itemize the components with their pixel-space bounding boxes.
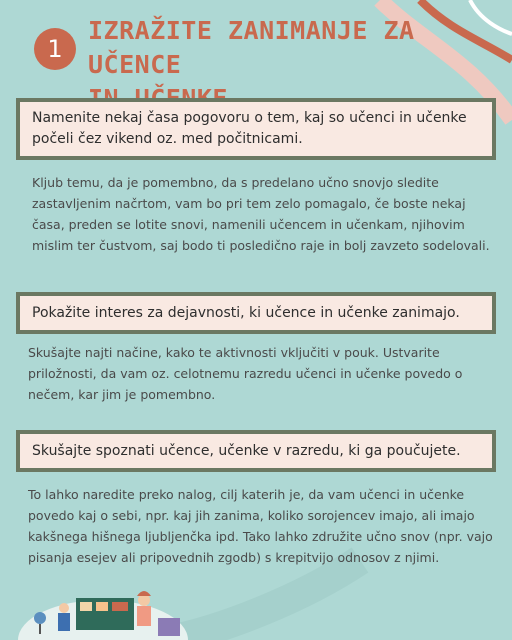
header (30, 12, 500, 92)
section-heading-text: Pokažite interes za dejavnosti, ki učence in učenke zanimajo. (32, 304, 460, 321)
section-heading-text: Namenite nekaj časa pogovoru o tem, kaj so učenci in učenke počeli čez vikend oz. med počitnicami. (32, 110, 467, 147)
section-body-2: Skušajte najti načine, kako te aktivnosti vključiti v pouk. Ustvarite priložnosti, da vam oz. celotnemu razredu učenci in učenke povedo o nečem, kar jim je pomembno. (28, 345, 463, 402)
classroom-illustration (18, 582, 188, 640)
section-body-3: To lahko naredite preko nalog, cilj katerih je, da vam učenci in učenke povedo kaj o sebi, npr. kaj jih zanima, koliko sorojencev imajo, ali imajo kakšnega hišnega ljubljenčka ipd. Tako lahko združite učno snov (npr. vajo pisanja esejev ali pripovednih zgodb) s krepitvijo odnosov z njimi. (28, 487, 493, 565)
title-line-1: IZRAŽITE ZANIMANJE ZA UČENCE (88, 16, 415, 79)
section-heading-2 (16, 292, 496, 334)
section-body-1: Kljub temu, da je pomembno, da s predelano učno snovjo sledite zastavljenim načrtom, vam bo pri tem zelo pomagalo, če boste nekaj časa, preden se lotite snovi, namenili učencem in učenkam, njihovim mislim ter čustvom, saj bodo ti posledično raje in bolj zavzeto sodelovali. (32, 175, 490, 253)
section-heading-text: Skušajte spoznati učence, učenke v razredu, ki ga poučujete. (32, 442, 461, 459)
section-heading-3 (16, 430, 496, 472)
step-number-badge: 1 (34, 28, 76, 70)
section-heading-1 (16, 98, 496, 160)
